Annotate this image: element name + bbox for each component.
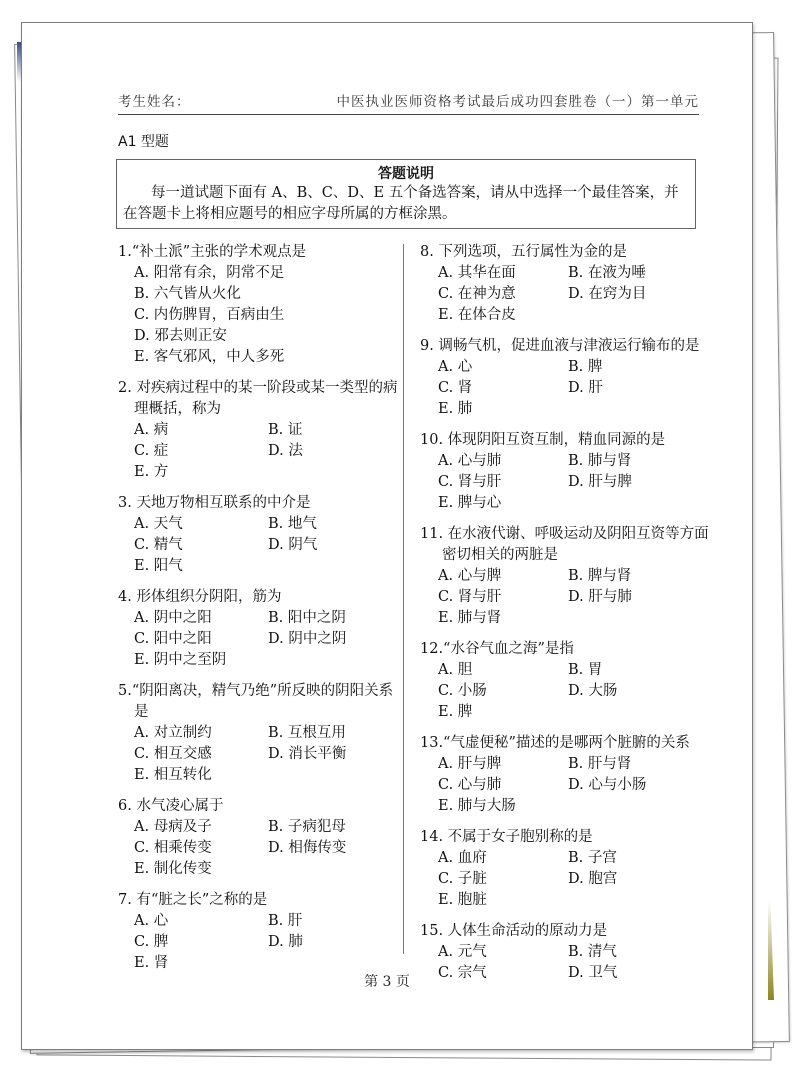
option-a: A. 心与肺 <box>438 453 502 469</box>
option-d: D. 肺 <box>268 934 303 950</box>
option-e: E. 脾与心 <box>438 495 502 511</box>
option-a: A. 心 <box>134 913 169 929</box>
option-b: B. 阳中之阴 <box>268 610 346 626</box>
option-c: C. 在神为意 <box>438 286 516 302</box>
option-c: C. 肾与肝 <box>438 474 502 490</box>
option-c: C. 宗气 <box>438 965 487 981</box>
option-e: E. 胞脏 <box>438 892 487 908</box>
question-stem: 14. 不属于女子胞别称的是 <box>420 829 593 845</box>
question-4 <box>118 587 398 671</box>
exam-page <box>21 22 753 1050</box>
option-e: E. 肺与大肠 <box>438 798 516 814</box>
option-b: B. 六气皆从火化 <box>134 286 241 302</box>
question-6 <box>118 796 398 880</box>
question-stem: 4. 形体组织分阴阳，筋为 <box>118 589 282 605</box>
option-a: A. 心 <box>438 359 473 375</box>
option-e: E. 肺与肾 <box>438 610 502 626</box>
option-b: B. 在液为唾 <box>568 265 646 281</box>
option-e: E. 肺 <box>438 401 473 417</box>
option-b: B. 互根互用 <box>268 725 346 741</box>
question-stem: 6. 水气凌心属于 <box>118 798 224 814</box>
option-c: C. 精气 <box>134 537 183 553</box>
option-e: E. 制化传变 <box>134 861 212 877</box>
option-d: D. 心与小肠 <box>568 777 647 793</box>
option-b: B. 胃 <box>568 662 603 678</box>
instructions-body: 每一道试题下面有 A、B、C、D、E 五个备选答案，请从中选择一个最佳答案，并在答题卡上将相应题号的相应字母所属的方框涂黑。 <box>123 185 679 222</box>
option-c: C. 脾 <box>134 934 169 950</box>
left-column <box>118 242 398 984</box>
question-stem: 15. 人体生命活动的原动力是 <box>420 923 608 939</box>
option-c: C. 心与肺 <box>438 777 502 793</box>
question-3 <box>118 493 398 577</box>
option-d: D. 邪去则正安 <box>134 328 227 344</box>
option-e: E. 客气邪风，中人多死 <box>134 349 285 365</box>
question-stem: 8. 下列选项，五行属性为金的是 <box>420 244 627 260</box>
page-number: 第 3 页 <box>364 974 410 990</box>
option-b: B. 脾与肾 <box>568 568 632 584</box>
option-d: D. 阴中之阴 <box>268 631 347 647</box>
question-stem: 10. 体现阴阳互资互制，精血同源的是 <box>420 432 666 448</box>
option-b: B. 肺与肾 <box>568 453 632 469</box>
option-e: E. 阳气 <box>134 558 183 574</box>
option-a: A. 阳常有余，阴常不足 <box>134 265 285 281</box>
option-e: E. 相互转化 <box>134 767 212 783</box>
question-stem: 13.“气虚便秘”描述的是哪两个脏腑的关系 <box>420 735 690 751</box>
option-b: B. 脾 <box>568 359 603 375</box>
option-b: B. 地气 <box>268 516 317 532</box>
option-a: A. 肝与脾 <box>438 756 502 772</box>
option-b: B. 证 <box>268 422 303 438</box>
question-14 <box>420 827 720 911</box>
option-a: A. 血府 <box>438 850 487 866</box>
option-d: D. 肝与肺 <box>568 589 632 605</box>
option-d: D. 阴气 <box>268 537 318 553</box>
question-12 <box>420 639 720 723</box>
option-e: E. 在体合皮 <box>438 307 516 323</box>
option-a: A. 心与脾 <box>438 568 502 584</box>
option-d: D. 卫气 <box>568 965 618 981</box>
option-a: A. 对立制约 <box>134 725 212 741</box>
option-e: E. 方 <box>134 464 169 480</box>
exam-title: 中医执业医师资格考试最后成功四套胜卷（一）第一单元 <box>336 94 699 110</box>
question-5 <box>118 681 398 786</box>
option-d: D. 肝 <box>568 380 603 396</box>
option-a: A. 母病及子 <box>134 819 212 835</box>
question-stem: 5.“阴阳离决，精气乃绝”所反映的阴阳关系是 <box>118 683 394 720</box>
page-header <box>118 90 699 115</box>
option-b: B. 肝与肾 <box>568 756 632 772</box>
option-d: D. 大肠 <box>568 683 618 699</box>
question-stem: 2. 对疾病过程中的某一阶段或某一类型的病理概括，称为 <box>118 380 398 417</box>
option-b: B. 子宫 <box>568 850 617 866</box>
option-a: A. 病 <box>134 422 169 438</box>
option-d: D. 相侮传变 <box>268 840 347 856</box>
right-column <box>420 242 720 994</box>
option-c: C. 阳中之阳 <box>134 631 212 647</box>
option-b: B. 子病犯母 <box>268 819 346 835</box>
instructions-box <box>116 159 696 229</box>
option-a: A. 其华在面 <box>438 265 516 281</box>
question-stem: 7. 有“脏之长”之称的是 <box>118 892 268 908</box>
option-c: C. 肾与肝 <box>438 589 502 605</box>
question-stem: 12.“水谷气血之海”是指 <box>420 641 574 657</box>
option-c: C. 肾 <box>438 380 473 396</box>
candidate-name-label: 考生姓名： <box>118 94 191 110</box>
option-c: C. 子脏 <box>438 871 487 887</box>
option-c: C. 小肠 <box>438 683 487 699</box>
question-stem: 9. 调畅气机，促进血液与津液运行输布的是 <box>420 338 700 354</box>
option-a: A. 天气 <box>134 516 183 532</box>
option-a: A. 胆 <box>438 662 473 678</box>
option-d: D. 肝与脾 <box>568 474 632 490</box>
question-stem: 1.“补土派”主张的学术观点是 <box>118 244 307 260</box>
question-10 <box>420 430 720 514</box>
option-d: D. 法 <box>268 443 303 459</box>
section-title: A1 型题 <box>118 134 169 150</box>
option-d: D. 在窍为目 <box>568 286 647 302</box>
question-9 <box>420 336 720 420</box>
option-c: C. 相乘传变 <box>134 840 212 856</box>
question-13 <box>420 733 720 817</box>
option-c: C. 症 <box>134 443 169 459</box>
question-11 <box>420 524 720 629</box>
option-b: B. 肝 <box>268 913 303 929</box>
question-2 <box>118 378 398 483</box>
option-d: D. 消长平衡 <box>268 746 347 762</box>
option-b: B. 清气 <box>568 944 617 960</box>
question-stem: 3. 天地万物相互联系的中介是 <box>118 495 311 511</box>
question-7 <box>118 890 398 974</box>
option-e: E. 脾 <box>438 704 473 720</box>
option-a: A. 阴中之阳 <box>134 610 212 626</box>
instructions-title: 答题说明 <box>378 166 434 182</box>
option-d: D. 胞宫 <box>568 871 618 887</box>
option-a: A. 元气 <box>438 944 487 960</box>
option-c: C. 相互交感 <box>134 746 212 762</box>
option-e: E. 肾 <box>134 955 169 971</box>
column-divider <box>403 244 404 954</box>
question-stem: 11. 在水液代谢、呼吸运动及阴阳互资等方面密切相关的两脏是 <box>420 526 709 563</box>
option-e: E. 阴中之至阴 <box>134 652 227 668</box>
question-8 <box>420 242 720 326</box>
question-1 <box>118 242 398 368</box>
option-c: C. 内伤脾胃，百病由生 <box>134 307 285 323</box>
